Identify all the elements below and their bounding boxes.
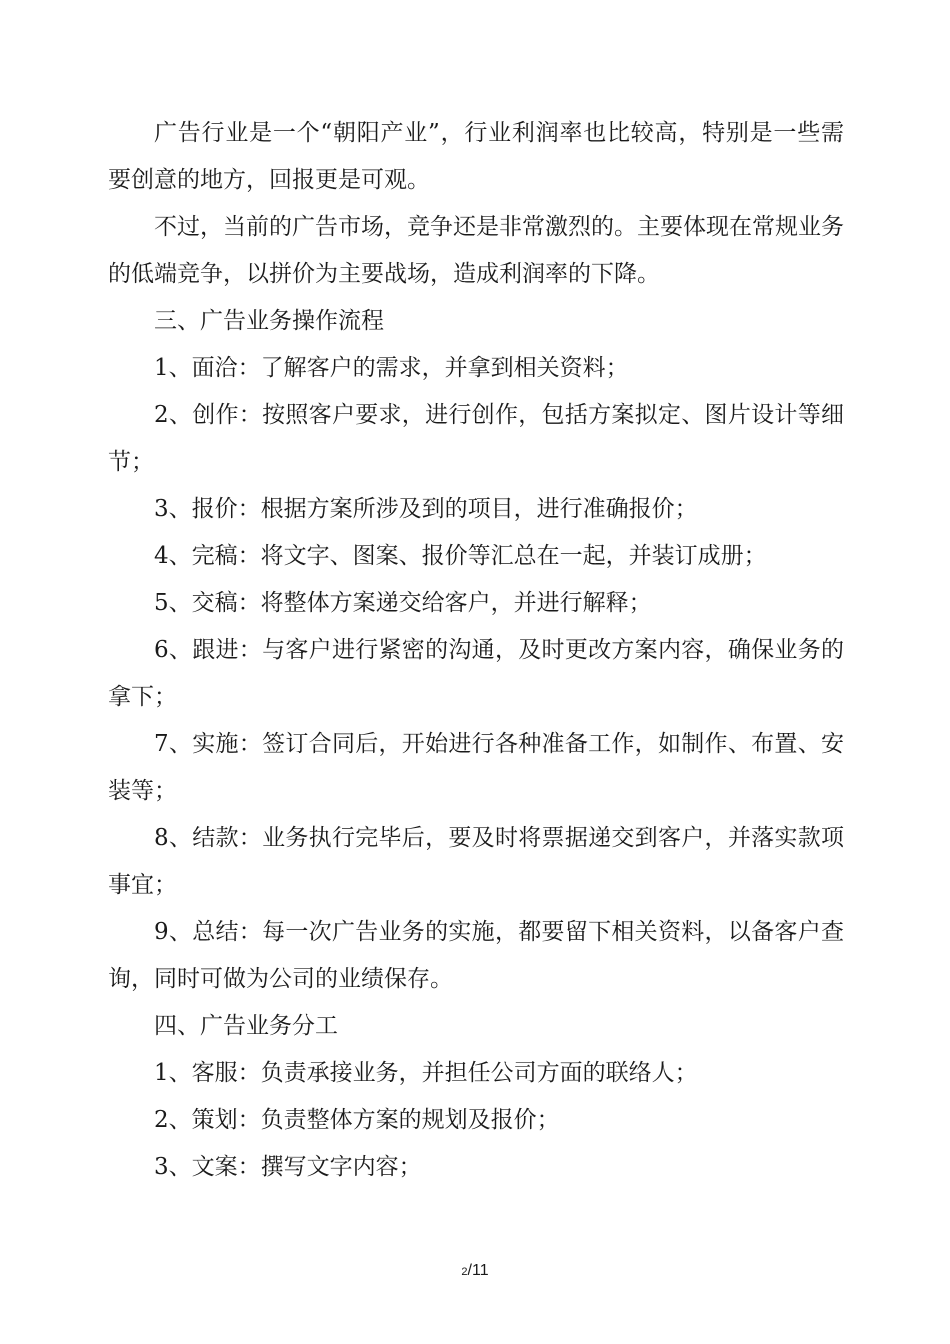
document-body — [108, 110, 844, 1191]
list-item: 7、实施：签订合同后，开始进行各种准备工作，如制作、布置、安装等； — [108, 731, 844, 804]
section-heading: 四、广告业务分工 — [154, 1013, 338, 1039]
total-pages: /11 — [467, 1262, 489, 1279]
list-item: 1、面洽：了解客户的需求，并拿到相关资料； — [154, 355, 629, 381]
list-item: 9、总结：每一次广告业务的实施，都要留下相关资料，以备客户查询，同时可做为公司的业绩保存。 — [108, 919, 844, 992]
paragraph: 广告行业是一个“朝阳产业”，行业利润率也比较高，特别是一些需要创意的地方，回报更是可观。 — [108, 120, 844, 193]
page-number — [0, 1262, 950, 1280]
list-item: 3、文案：撰写文字内容； — [154, 1154, 422, 1180]
list-item: 2、策划：负责整体方案的规划及报价； — [154, 1107, 560, 1133]
section-heading: 三、广告业务操作流程 — [154, 308, 384, 334]
list-item: 4、完稿：将文字、图案、报价等汇总在一起，并装订成册； — [154, 543, 767, 569]
list-item: 5、交稿：将整体方案递交给客户，并进行解释； — [154, 590, 652, 616]
current-page-number: 2 — [461, 1266, 468, 1278]
list-item: 2、创作：按照客户要求，进行创作，包括方案拟定、图片设计等细节； — [108, 402, 844, 475]
list-item: 8、结款：业务执行完毕后，要及时将票据递交到客户，并落实款项事宜； — [108, 825, 844, 898]
paragraph: 不过，当前的广告市场，竞争还是非常激烈的。主要体现在常规业务的低端竞争，以拼价为主要战场，造成利润率的下降。 — [108, 214, 844, 287]
list-item: 6、跟进：与客户进行紧密的沟通，及时更改方案内容，确保业务的拿下； — [108, 637, 844, 710]
list-item: 3、报价：根据方案所涉及到的项目，进行准确报价； — [154, 496, 698, 522]
list-item: 1、客服：负责承接业务，并担任公司方面的联络人； — [154, 1060, 698, 1086]
